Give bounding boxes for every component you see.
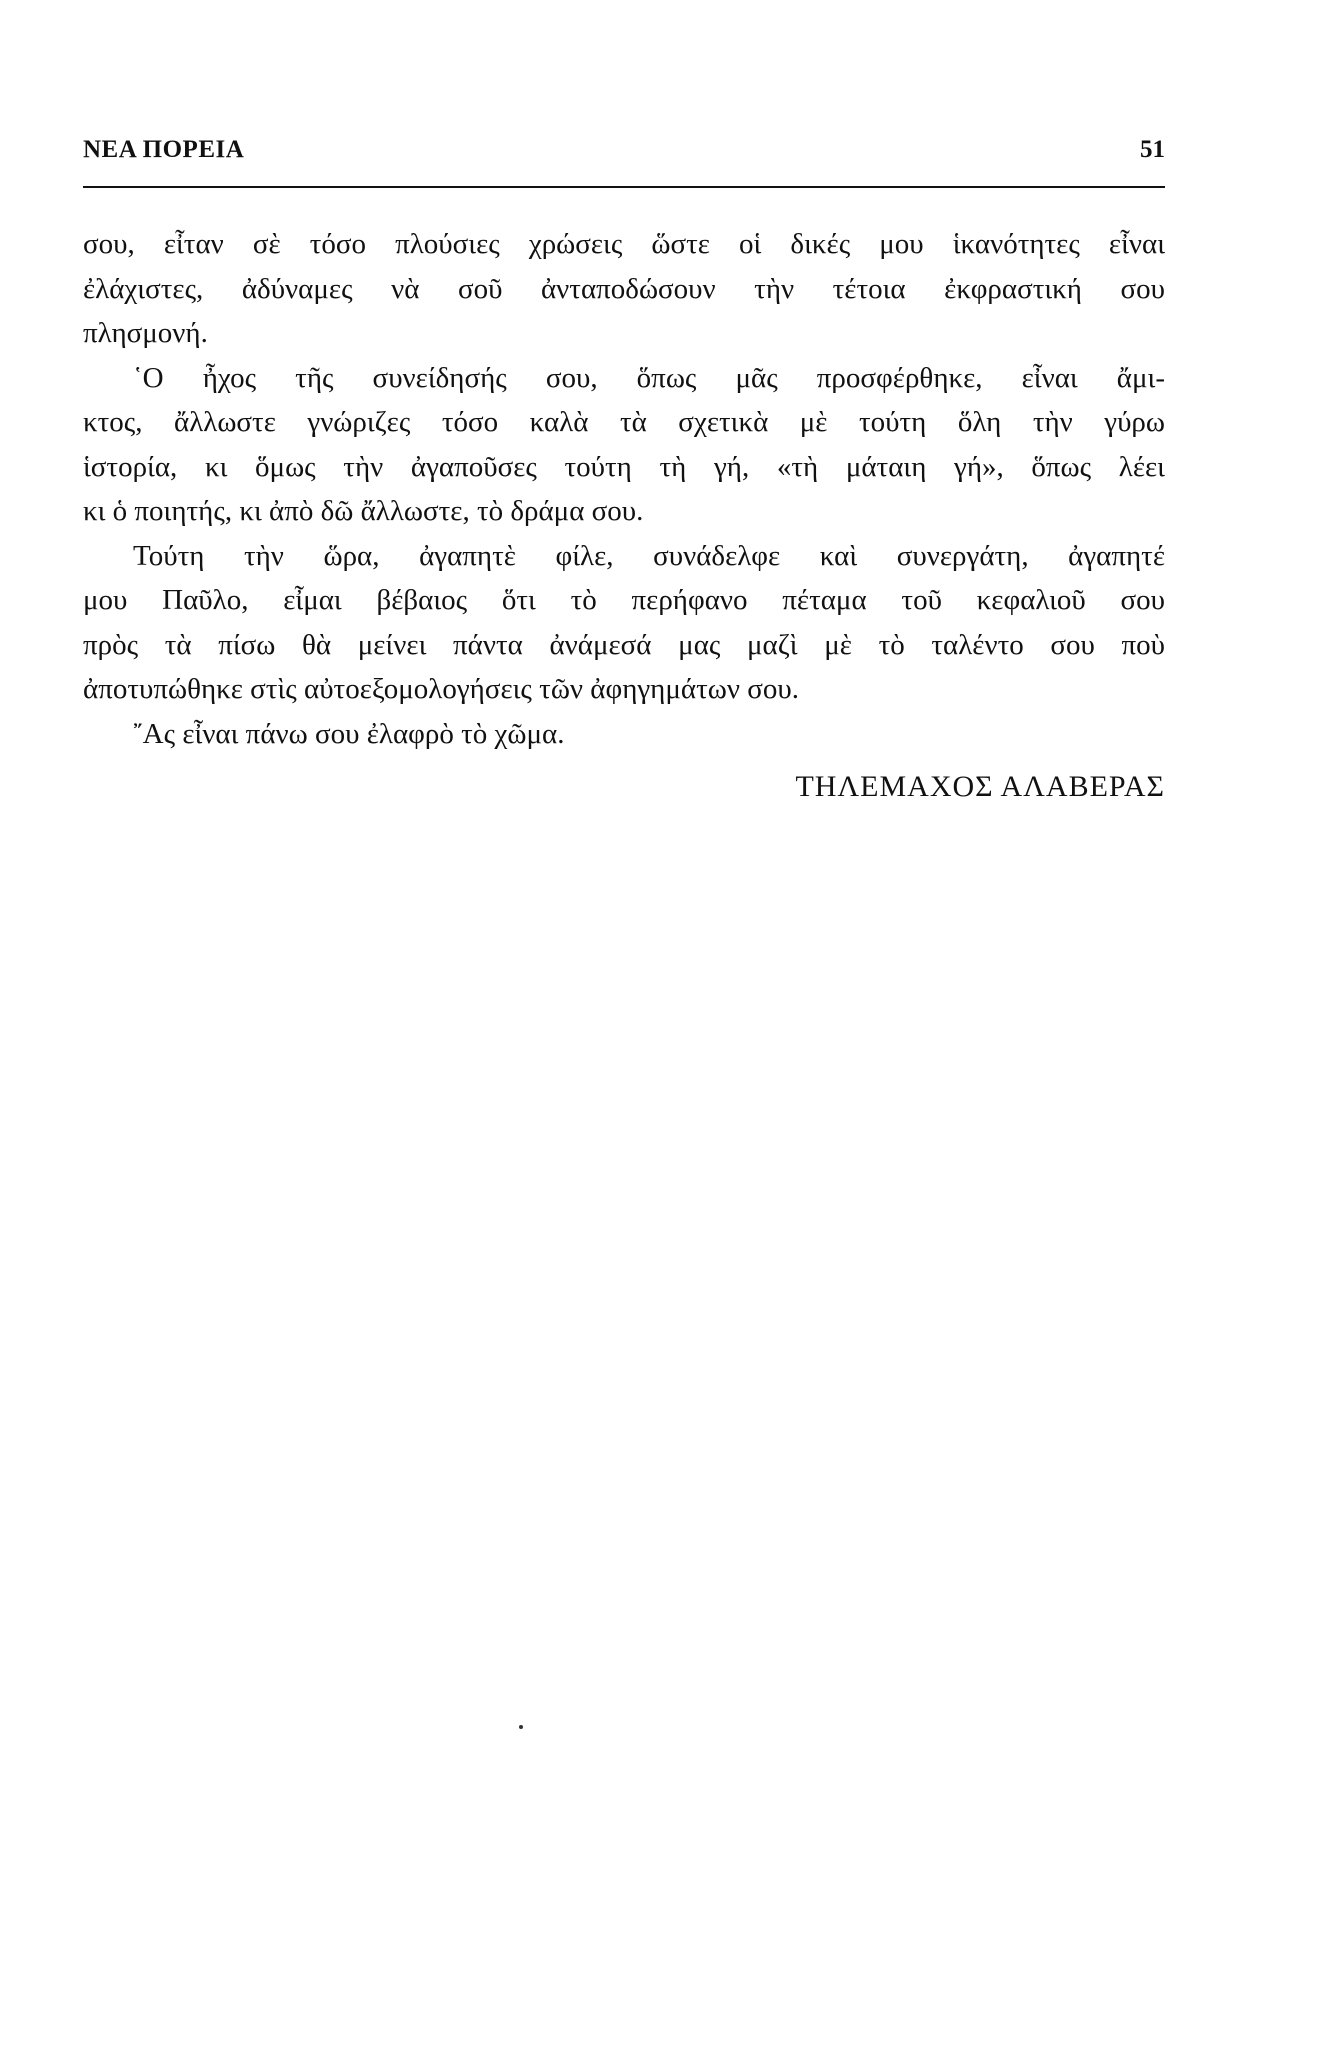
journal-title: ΝΕΑ ΠΟΡΕΙΑ <box>83 136 245 163</box>
text-line: σου, εἶταν σὲ τόσο πλούσιες χρώσεις ὥστε οἱ δικές μου ἱκανότητες εἶναι <box>83 228 1165 260</box>
author-signature: ΤΗΛΕΜΑΧΟΣ ΑΛΑΒΕΡΑΣ <box>795 770 1165 803</box>
text-line: κι ὁ ποιητής, κι ἀπὸ δῶ ἄλλωστε, τὸ δράμα σου. <box>83 495 644 527</box>
text-line: πρὸς τὰ πίσω θὰ μείνει πάντα ἀνάμεσά μας μαζὶ μὲ τὸ ταλέντο σου ποὺ <box>83 628 1165 661</box>
header-rule <box>83 186 1165 188</box>
running-header <box>83 136 1165 172</box>
paragraph-1 <box>83 222 1165 356</box>
paragraph-4 <box>83 712 1165 757</box>
text-line: κτος, ἄλλωστε γνώριζες τόσο καλὰ τὰ σχετικὰ μὲ τούτη ὅλη τὴν γύρω <box>83 406 1165 438</box>
text-line: ἱστορία, κι ὅμως τὴν ἀγαποῦσες τούτη τὴ γή, «τὴ μάταιη γή», ὅπως λέει <box>83 450 1165 483</box>
article-body <box>83 222 1165 756</box>
document-page <box>83 0 1165 2048</box>
text-line: μου Παῦλο, εἶμαι βέβαιος ὅτι τὸ περήφανο πέταμα τοῦ κεφαλιοῦ σου <box>83 584 1165 616</box>
text-line: ἐλάχιστες, ἀδύναμες νὰ σοῦ ἀνταποδώσουν τὴν τέτοια ἐκφραστική σου <box>83 272 1165 305</box>
text-line: πλησμονή. <box>83 317 208 349</box>
text-line: ῾Ο ἦχος τῆς συνείδησής σου, ὅπως μᾶς προσφέρθηκε, εἶναι ἄμι- <box>133 361 1165 394</box>
paragraph-2 <box>83 356 1165 534</box>
text-line: Τούτη τὴν ὥρα, ἀγαπητὲ φίλε, συνάδελφε καὶ συνεργάτη, ἀγαπητέ <box>133 539 1165 572</box>
text-line: ἀποτυπώθηκε στὶς αὐτοεξομολογήσεις τῶν ἀφηγημάτων σου. <box>83 673 799 705</box>
paragraph-3 <box>83 534 1165 712</box>
page-number: 51 <box>1140 136 1165 163</box>
print-speck <box>519 1725 523 1729</box>
text-line: ῎Ας εἶναι πάνω σου ἐλαφρὸ τὸ χῶμα. <box>133 717 565 750</box>
